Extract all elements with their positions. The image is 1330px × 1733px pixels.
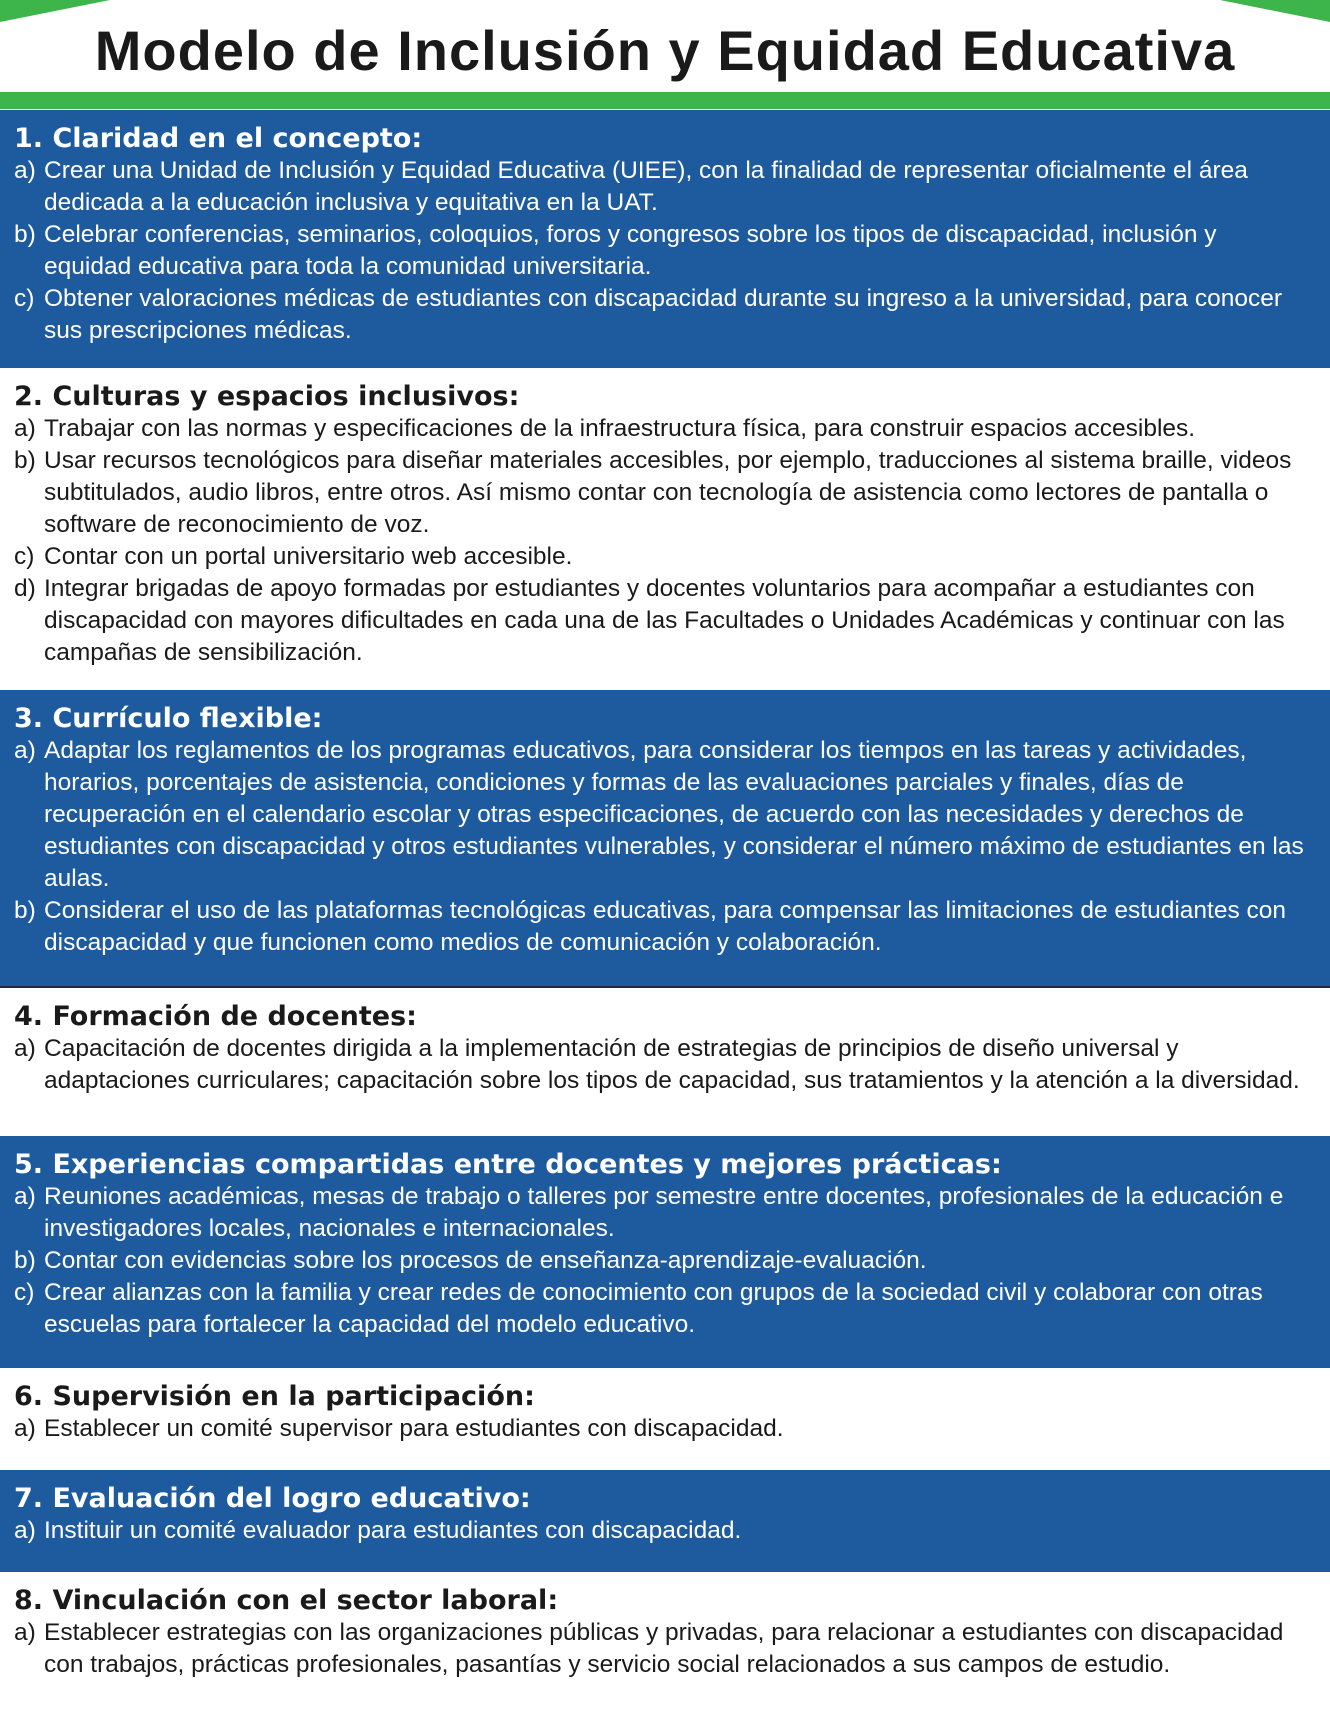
- item-letter: a): [14, 1183, 36, 1210]
- list-item: [14, 155, 1308, 219]
- list-item: [14, 895, 1308, 959]
- section-heading: 2. Culturas y espacios inclusivos:: [14, 381, 520, 412]
- list-item: [14, 573, 1308, 669]
- item-letter: d): [14, 575, 36, 602]
- item-text: Obtener valoraciones médicas de estudiantes con discapacidad durante su ingreso a la universidad, para conocer sus prescripciones médicas.: [44, 285, 1283, 344]
- section-heading: 1. Claridad en el concepto:: [14, 123, 423, 154]
- section-heading: 7. Evaluación del logro educativo:: [14, 1483, 531, 1514]
- section-items: [14, 735, 1308, 959]
- item-text: Contar con evidencias sobre los procesos de enseñanza-aprendizaje-evaluación.: [44, 1247, 927, 1274]
- item-letter: c): [14, 1279, 35, 1306]
- section-items: [14, 1413, 1308, 1445]
- section-heading: 4. Formación de docentes:: [14, 1001, 417, 1032]
- section-items: [14, 1515, 1308, 1547]
- item-text: Reuniones académicas, mesas de trabajo o talleres por semestre entre docentes, profesionales de la educación e investigadores locales, nacionales e internacionales.: [44, 1183, 1284, 1242]
- item-letter: a): [14, 157, 36, 184]
- list-item: [14, 1245, 1308, 1277]
- section-culturas-espacios: [0, 368, 1330, 690]
- section-experiencias-compartidas: [0, 1136, 1330, 1368]
- list-item: [14, 219, 1308, 283]
- section-heading: 6. Supervisión en la participación:: [14, 1381, 535, 1412]
- item-letter: c): [14, 285, 35, 312]
- item-text: Considerar el uso de las plataformas tecnológicas educativas, para compensar las limitaciones de estudiantes con discapacidad y que funcionen como medios de comunicación y colaboración.: [44, 897, 1287, 956]
- section-supervision-participacion: [0, 1368, 1330, 1470]
- item-letter: a): [14, 737, 36, 764]
- item-letter: a): [14, 1415, 36, 1442]
- item-text: Capacitación de docentes dirigida a la implementación de estrategias de principios de diseño universal y adaptaciones curriculares; capacitación sobre los tipos de capacidad, sus tratamientos y la atención a la diversidad.: [44, 1035, 1300, 1094]
- item-letter: b): [14, 447, 36, 474]
- list-item: [14, 445, 1308, 541]
- item-text: Usar recursos tecnológicos para diseñar materiales accesibles, por ejemplo, traducciones al sistema braille, videos subtitulados, audio libros, entre otros. Así mismo contar con tecnología de asistencia como lectores de pantalla o software de reconocimiento de voz.: [44, 447, 1292, 538]
- item-letter: a): [14, 1619, 36, 1646]
- list-item: [14, 1413, 1308, 1445]
- list-item: [14, 1515, 1308, 1547]
- section-claridad-concepto: [0, 110, 1330, 368]
- item-letter: b): [14, 1247, 36, 1274]
- page-title: Modelo de Inclusión y Equidad Educativa: [94, 19, 1236, 82]
- section-heading: 8. Vinculación con el sector laboral:: [14, 1585, 559, 1616]
- list-item: [14, 1033, 1308, 1097]
- section-items: [14, 413, 1308, 669]
- list-item: [14, 541, 1308, 573]
- section-items: [14, 155, 1308, 347]
- item-text: Adaptar los reglamentos de los programas educativos, para considerar los tiempos en las tareas y actividades, horarios, porcentajes de asistencia, condiciones y formas de las evaluaciones parciales y finales, días de recuperación en el calendario escolar y otras especificaciones, de acuerdo con las necesidades y derechos de estudiantes con discapacidad y otros estudiantes vulnerables, y considerar el número máximo de estudiantes en las aulas.: [44, 737, 1304, 892]
- item-letter: a): [14, 1035, 36, 1062]
- item-letter: b): [14, 897, 36, 924]
- item-text: Establecer estrategias con las organizaciones públicas y privadas, para relacionar a estudiantes con discapacidad con trabajos, prácticas profesionales, pasantías y servicio social relacionados a sus campos de estudio.: [44, 1619, 1284, 1678]
- list-item: [14, 413, 1308, 445]
- section-items: [14, 1033, 1308, 1097]
- section-items: [14, 1617, 1308, 1681]
- list-item: [14, 1617, 1308, 1681]
- item-letter: c): [14, 543, 35, 570]
- section-heading: 5. Experiencias compartidas entre docentes y mejores prácticas:: [14, 1149, 1002, 1180]
- item-text: Establecer un comité supervisor para estudiantes con discapacidad.: [44, 1415, 784, 1442]
- item-letter: a): [14, 1517, 36, 1544]
- item-text: Celebrar conferencias, seminarios, coloquios, foros y congresos sobre los tipos de discapacidad, inclusión y equidad educativa para toda la comunidad universitaria.: [44, 221, 1217, 280]
- item-text: Integrar brigadas de apoyo formadas por estudiantes y docentes voluntarios para acompañar a estudiantes con discapacidad con mayores dificultades en cada una de las Facultades o Unidades Académicas y continuar con las campañas de sensibilización.: [44, 575, 1285, 666]
- item-letter: b): [14, 221, 36, 248]
- list-item: [14, 1181, 1308, 1245]
- list-item: [14, 283, 1308, 347]
- item-text: Instituir un comité evaluador para estudiantes con discapacidad.: [44, 1517, 742, 1544]
- section-formacion-docentes: [0, 988, 1330, 1136]
- item-text: Trabajar con las normas y especificaciones de la infraestructura física, para construir espacios accesibles.: [44, 415, 1196, 442]
- section-items: [14, 1181, 1308, 1341]
- item-text: Contar con un portal universitario web accesible.: [44, 543, 573, 570]
- item-text: Crear una Unidad de Inclusión y Equidad Educativa (UIEE), con la finalidad de representar oficialmente el área dedicada a la educación inclusiva y equitativa en la UAT.: [44, 157, 1248, 216]
- section-curriculo-flexible: [0, 690, 1330, 986]
- section-vinculacion-laboral: [0, 1572, 1330, 1733]
- item-text: Crear alianzas con la familia y crear redes de conocimiento con grupos de la sociedad civil y colaborar con otras escuelas para fortalecer la capacidad del modelo educativo.: [44, 1279, 1263, 1338]
- item-letter: a): [14, 415, 36, 442]
- section-evaluacion-logro: [0, 1470, 1330, 1572]
- title-underline-bar: [0, 92, 1330, 109]
- list-item: [14, 1277, 1308, 1341]
- list-item: [14, 735, 1308, 895]
- section-heading: 3. Currículo flexible:: [14, 703, 323, 734]
